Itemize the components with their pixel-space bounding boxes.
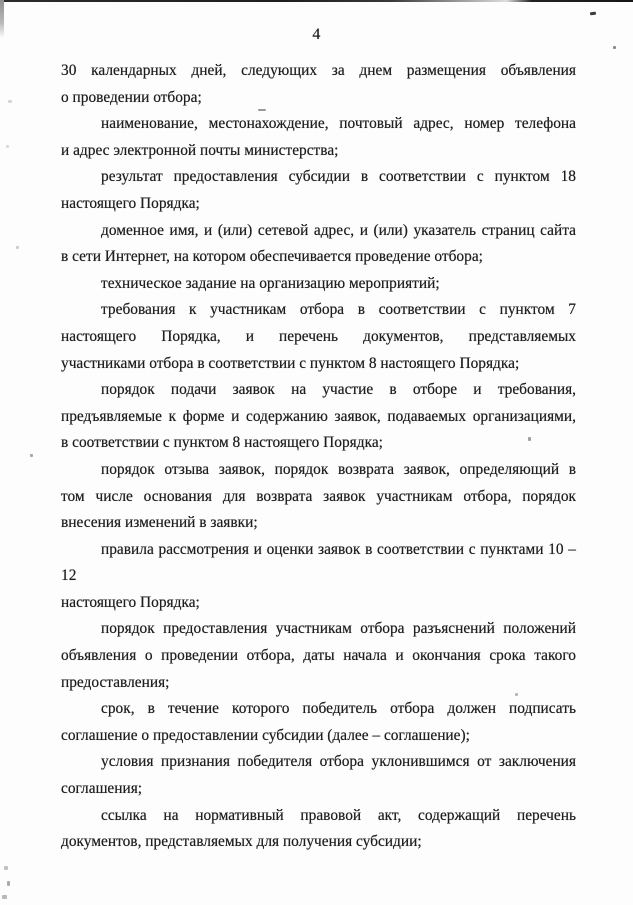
text-line: доменное имя, и (или) сетевой адрес, и (или) указатель страниц сайта bbox=[101, 221, 576, 239]
scan-speck bbox=[613, 46, 616, 49]
scan-speck bbox=[8, 100, 12, 103]
text-line: документов, представляемых для получения субсидии; bbox=[61, 833, 422, 851]
text-line: порядок предоставления участникам отбора разъяснений положений bbox=[101, 620, 576, 638]
text-line: соглашения; bbox=[61, 780, 143, 798]
document-body bbox=[61, 58, 576, 856]
scan-speck bbox=[30, 454, 33, 457]
text-line: участниками отбора в соответствии с пунктом 8 настоящего Порядка; bbox=[61, 354, 520, 372]
text-line: внесения изменений в заявки; bbox=[61, 514, 258, 532]
text-line: предъявляемые к форме и содержанию заявок, подаваемых организациями, bbox=[61, 407, 576, 425]
text-line: о проведении отбора; bbox=[61, 88, 202, 106]
scan-speck bbox=[7, 881, 10, 886]
scan-speck bbox=[515, 693, 518, 696]
text-line: результат предоставления субсидии в соответствии с пунктом 18 bbox=[101, 168, 576, 186]
text-line: настоящего Порядка; bbox=[61, 194, 200, 212]
text-line: объявления о проведении отбора, даты начала и окончания срока такого bbox=[61, 647, 576, 665]
scan-edge-artifact bbox=[0, 0, 633, 2]
text-line: условия признания победителя отбора уклонившимся от заключения bbox=[101, 753, 576, 771]
text-line: настоящего Порядка; bbox=[61, 593, 200, 611]
scan-speck bbox=[528, 437, 531, 441]
scan-speck bbox=[6, 145, 9, 148]
text-line: порядок подачи заявок на участие в отборе и требования, bbox=[101, 381, 576, 399]
scan-speck bbox=[16, 246, 19, 249]
text-line: правила рассмотрения и оценки заявок в соответствии с пунктами 10 – 12 bbox=[61, 540, 576, 585]
text-line: техническое задание на организацию мероприятий; bbox=[101, 274, 440, 292]
text-line: наименование, местонахождение, почтовый адрес, номер телефона bbox=[101, 115, 576, 133]
scan-speck bbox=[2, 895, 7, 899]
text-line: порядок отзыва заявок, порядок возврата заявок, определяющий в bbox=[101, 460, 576, 478]
text-line: срок, в течение которого победитель отбора должен подписать bbox=[101, 700, 576, 718]
text-line: предоставления; bbox=[61, 673, 170, 691]
scan-speck bbox=[258, 109, 266, 111]
text-line: соглашение о предоставлении субсидии (далее – соглашение); bbox=[61, 726, 470, 744]
text-line: в соответствии с пунктом 8 настоящего Порядка; bbox=[61, 434, 383, 452]
text-line: настоящего Порядка, и перечень документов, представляемых bbox=[61, 327, 576, 345]
text-line: ссылка на нормативный правовой акт, содержащий перечень bbox=[101, 806, 576, 824]
text-line: 30 календарных дней, следующих за днем размещения объявления bbox=[61, 62, 576, 79]
text-line: и адрес электронной почты министерства; bbox=[61, 141, 339, 159]
page-number: 4 bbox=[312, 26, 321, 43]
text-line: в сети Интернет, на котором обеспечивается проведение отбора; bbox=[61, 248, 483, 266]
scan-speck bbox=[590, 12, 596, 16]
text-line: требования к участникам отбора в соответствии с пунктом 7 bbox=[101, 301, 576, 319]
text-line: том числе основания для возврата заявок участникам отбора, порядок bbox=[61, 487, 576, 505]
scan-speck bbox=[4, 866, 8, 870]
